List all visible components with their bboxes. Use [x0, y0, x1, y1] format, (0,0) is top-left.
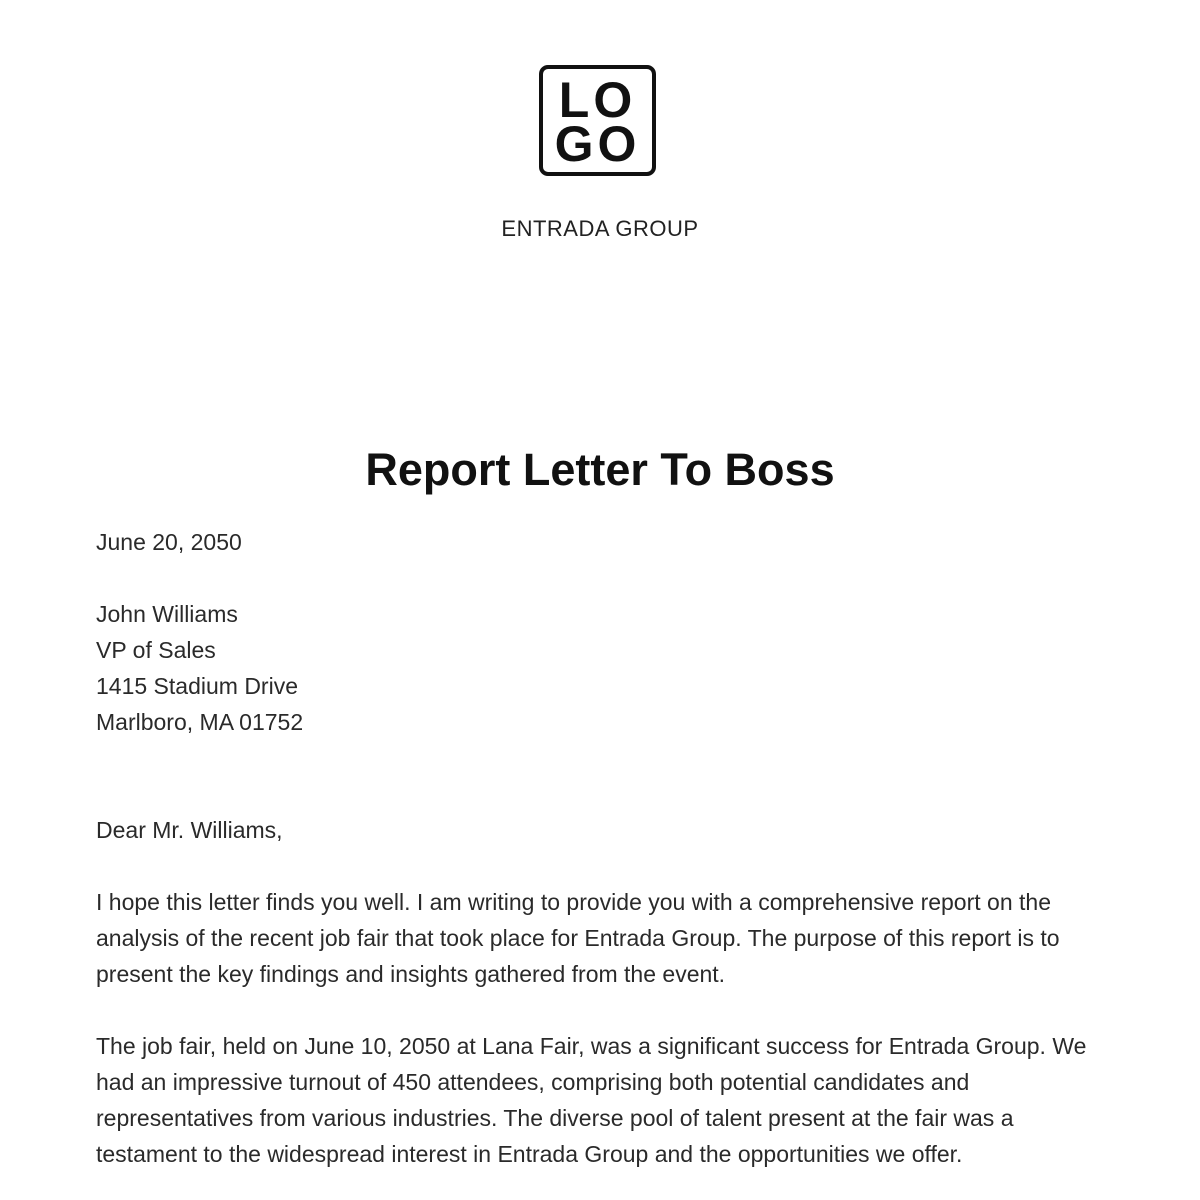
recipient-name: John Williams: [96, 601, 238, 627]
letter-body: [96, 524, 1106, 1200]
document-title: Report Letter To Boss: [365, 444, 835, 495]
body-paragraph: I hope this letter finds you well. I am writing to provide you with a comprehensive report on the analysis of the recent job fair that took place for Entrada Group. The purpose of this report is to present the key findings and insights gathered from the event.: [96, 889, 1060, 987]
recipient-position: VP of Sales: [96, 637, 216, 663]
letter-date: June 20, 2050: [96, 529, 242, 555]
body-paragraph: The job fair, held on June 10, 2050 at Lana Fair, was a significant success for Entrada Group. We had an impressive turnout of 450 attendees, comprising both potential candidates and representatives from various industries. The diverse pool of talent present at the fair was a testament to the widespread interest in Entrada Group and the opportunities we offer.: [96, 1033, 1087, 1167]
logo-text-bottom: GO: [554, 116, 641, 172]
recipient-street: 1415 Stadium Drive: [96, 673, 298, 699]
company-logo: [539, 65, 656, 176]
recipient-city: Marlboro, MA 01752: [96, 709, 304, 735]
salutation: Dear Mr. Williams,: [96, 817, 283, 843]
logo-text-top: LO: [558, 72, 637, 128]
company-name: ENTRADA GROUP: [501, 216, 699, 241]
recipient-block: [96, 596, 1106, 740]
